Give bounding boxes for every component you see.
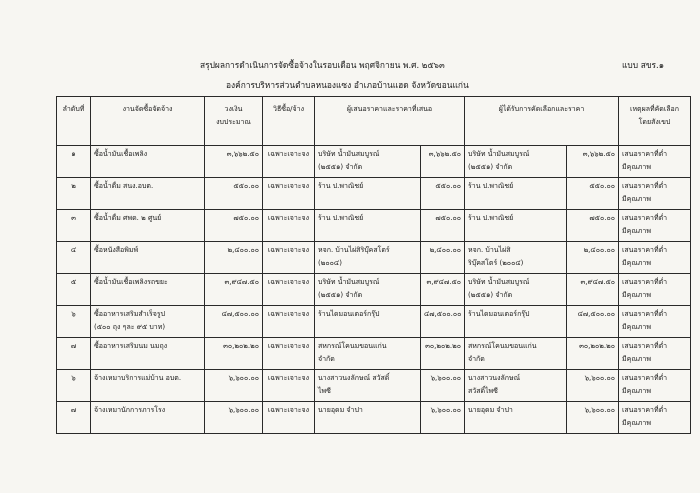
- row-winner-line: สหกรณ์โคนมขอนแก่น: [468, 342, 537, 350]
- row-winner: [465, 178, 567, 210]
- row-reason: [619, 402, 691, 434]
- row-bid-price: ๕๕๐.๐๐: [421, 178, 465, 210]
- table-row: [57, 242, 691, 274]
- row-bid-price: ๓,๙๔๗.๕๐: [421, 274, 465, 306]
- row-winner-line: ร้าน ป.พาณิชย์: [468, 214, 514, 222]
- row-reason: [619, 146, 691, 178]
- row-win-price: ๖,๖๐๐.๐๐: [567, 402, 619, 434]
- col-header-reason-line2: โดยสังเขป: [638, 118, 671, 126]
- row-number: ๑: [57, 146, 91, 178]
- row-reason-line: มีคุณภาพ: [622, 387, 651, 395]
- row-bidder-line: (๒๐๐๔): [318, 259, 342, 267]
- table-header-row: [57, 97, 691, 146]
- row-item: [91, 146, 205, 178]
- row-bidder: [315, 178, 421, 210]
- row-item-line: ซื้ออาหารเสริมสำเร็จรูป: [94, 310, 166, 318]
- row-budget: ๕๕๐.๐๐: [205, 178, 263, 210]
- row-bidder-line: บริษัท น้ำมันสมบูรณ์: [318, 150, 380, 158]
- row-reason-line: เสนอราคาที่ต่ำ: [622, 278, 668, 286]
- row-method: เฉพาะเจาะจง: [263, 178, 315, 210]
- col-header-no: ลำดับที่: [57, 97, 91, 146]
- row-winner-line: ร้านไดมอนเตอร์กรุ๊ป: [468, 310, 530, 318]
- row-winner-line: (๒๕๕๑) จำกัด: [468, 291, 513, 299]
- row-method: เฉพาะเจาะจง: [263, 402, 315, 434]
- row-bidder-line: ร้าน ป.พาณิชย์: [318, 214, 364, 222]
- row-reason-line: เสนอราคาที่ต่ำ: [622, 150, 668, 158]
- row-item-line: จ้างเหมานักการภารโรง: [94, 406, 166, 414]
- row-bid-price: ๓๐,๒๐๒.๒๐: [421, 338, 465, 370]
- row-number: ๒: [57, 178, 91, 210]
- row-reason-line: มีคุณภาพ: [622, 195, 651, 203]
- row-budget: ๒,๔๐๐.๐๐: [205, 242, 263, 274]
- row-win-price: ๔๗,๕๐๐.๐๐: [567, 306, 619, 338]
- table-row: [57, 274, 691, 306]
- row-number: ๗: [57, 338, 91, 370]
- row-bidder: [315, 146, 421, 178]
- row-winner: [465, 338, 567, 370]
- row-bidder-line: ร้านไดมอนเตอร์กรุ๊ป: [318, 310, 380, 318]
- row-winner: [465, 370, 567, 402]
- table-row: [57, 338, 691, 370]
- col-header-item: งานจัดซื้อจัดจ้าง: [91, 97, 205, 146]
- row-reason-line: มีคุณภาพ: [622, 419, 651, 427]
- row-method: เฉพาะเจาะจง: [263, 370, 315, 402]
- row-winner-line: นางสาวนงลักษณ์: [468, 374, 521, 382]
- document-title: สรุปผลการดำเนินการจัดซื้อจ้างในรอบเดือน พฤศจิกายน พ.ศ. ๒๕๖๓: [200, 60, 445, 70]
- table-row: [57, 210, 691, 242]
- row-item: [91, 178, 205, 210]
- row-number: ๕: [57, 274, 91, 306]
- row-bidder-line: ไพซี: [318, 387, 331, 395]
- table-row: [57, 178, 691, 210]
- row-item-line: ซื้อน้ำดื่ม ศพด. ๒ ศูนย์: [94, 214, 162, 222]
- row-method: เฉพาะเจาะจง: [263, 338, 315, 370]
- row-win-price: ๕๕๐.๐๐: [567, 178, 619, 210]
- row-win-price: ๓,๙๔๗.๕๐: [567, 274, 619, 306]
- row-item: [91, 274, 205, 306]
- col-header-budget-line2: งบประมาณ: [216, 118, 251, 126]
- row-budget: ๗๕๐.๐๐: [205, 210, 263, 242]
- row-number: ๗: [57, 402, 91, 434]
- row-bidder: [315, 210, 421, 242]
- row-item: [91, 402, 205, 434]
- row-reason-line: มีคุณภาพ: [622, 163, 651, 171]
- row-method: เฉพาะเจาะจง: [263, 210, 315, 242]
- row-winner-line: ริบุ๊คสโตร์ (๒๐๐๔): [468, 259, 524, 267]
- row-bidder-line: สหกรณ์โคนมขอนแก่น: [318, 342, 387, 350]
- row-reason-line: มีคุณภาพ: [622, 323, 651, 331]
- row-budget: ๖,๖๐๐.๐๐: [205, 402, 263, 434]
- row-method: เฉพาะเจาะจง: [263, 306, 315, 338]
- table-row: [57, 146, 691, 178]
- row-winner: [465, 274, 567, 306]
- row-reason: [619, 210, 691, 242]
- row-bid-price: ๓,๖๖๒.๕๐: [421, 146, 465, 178]
- row-number: ๖: [57, 370, 91, 402]
- row-reason: [619, 242, 691, 274]
- row-item-line: ซื้อหนังสือพิมพ์: [94, 246, 139, 254]
- col-header-budget-line1: วงเงิน: [224, 105, 243, 113]
- row-bidder-line: ร้าน ป.พาณิชย์: [318, 182, 364, 190]
- row-reason: [619, 370, 691, 402]
- row-reason-line: เสนอราคาที่ต่ำ: [622, 246, 668, 254]
- row-item: [91, 370, 205, 402]
- row-winner-line: จำกัด: [468, 355, 485, 363]
- row-item-line: ซื้ออาหารเสริมนม นมถุง: [94, 342, 168, 350]
- row-reason-line: เสนอราคาที่ต่ำ: [622, 310, 668, 318]
- row-winner-line: บริษัท น้ำมันสมบูรณ์: [468, 150, 530, 158]
- row-bidder-line: บริษัท น้ำมันสมบูรณ์: [318, 278, 380, 286]
- row-budget: ๓,๙๔๗.๕๐: [205, 274, 263, 306]
- row-reason-line: มีคุณภาพ: [622, 227, 651, 235]
- row-item: [91, 242, 205, 274]
- row-bidder-line: นายอุดม จำปา: [318, 406, 363, 414]
- row-reason: [619, 274, 691, 306]
- row-bidder: [315, 242, 421, 274]
- row-winner-line: หจก. บ้านไผ่สิ: [468, 246, 511, 254]
- row-reason: [619, 306, 691, 338]
- row-winner: [465, 306, 567, 338]
- table-body: [57, 146, 691, 434]
- col-header-bidders: ผู้เสนอราคาและราคาที่เสนอ: [315, 97, 465, 146]
- row-win-price: ๖,๖๐๐.๐๐: [567, 370, 619, 402]
- row-item-line: ซื้อน้ำมันเชื้อเพลิงรถขยะ: [94, 278, 168, 286]
- row-bidder-line: จำกัด: [318, 355, 335, 363]
- row-item: [91, 338, 205, 370]
- row-reason-line: เสนอราคาที่ต่ำ: [622, 342, 668, 350]
- row-winner-line: ร้าน ป.พาณิชย์: [468, 182, 514, 190]
- row-reason: [619, 338, 691, 370]
- row-winner: [465, 402, 567, 434]
- row-item: [91, 210, 205, 242]
- row-bid-price: ๖,๖๐๐.๐๐: [421, 370, 465, 402]
- row-budget: ๖,๖๐๐.๐๐: [205, 370, 263, 402]
- row-bidder: [315, 274, 421, 306]
- row-winner: [465, 242, 567, 274]
- row-winner: [465, 210, 567, 242]
- row-item-line: จ้างเหมาบริการแม่บ้าน อบต.: [94, 374, 182, 382]
- row-budget: ๓,๖๖๒.๕๐: [205, 146, 263, 178]
- row-number: ๔: [57, 242, 91, 274]
- row-item: [91, 306, 205, 338]
- row-winner: [465, 146, 567, 178]
- row-item-line: ซื้อน้ำมันเชื้อเพลิง: [94, 150, 148, 158]
- col-header-method: วิธีซื้อ/จ้าง: [263, 97, 315, 146]
- row-budget: ๓๐,๒๐๒.๒๐: [205, 338, 263, 370]
- row-bid-price: ๖,๖๐๐.๐๐: [421, 402, 465, 434]
- document-subtitle: องค์การบริหารส่วนตำบลหนองแซง อำเภอบ้านแฮด จังหวัดขอนแก่น: [226, 80, 469, 90]
- row-win-price: ๗๕๐.๐๐: [567, 210, 619, 242]
- row-win-price: ๒,๔๐๐.๐๐: [567, 242, 619, 274]
- row-winner-line: นายอุดม จำปา: [468, 406, 513, 414]
- table-row: [57, 402, 691, 434]
- row-bidder-line: หจก. บ้านไผ่สิริบุ๊คสโตร์: [318, 246, 390, 254]
- row-reason-line: เสนอราคาที่ต่ำ: [622, 182, 668, 190]
- col-header-budget: [205, 97, 263, 146]
- procurement-table: [56, 96, 691, 434]
- row-bidder: [315, 370, 421, 402]
- row-win-price: ๓,๖๖๒.๕๐: [567, 146, 619, 178]
- row-bidder: [315, 338, 421, 370]
- row-method: เฉพาะเจาะจง: [263, 242, 315, 274]
- row-bidder: [315, 402, 421, 434]
- form-code: แบบ สขร.๑: [622, 60, 665, 70]
- row-method: เฉพาะเจาะจง: [263, 146, 315, 178]
- row-reason-line: เสนอราคาที่ต่ำ: [622, 406, 668, 414]
- row-bidder-line: (๒๕๕๑) จำกัด: [318, 163, 363, 171]
- row-winner-line: สวัสดิ์ไพซี: [468, 387, 498, 395]
- col-header-reason-line1: เหตุผลที่คัดเลือก: [630, 105, 679, 113]
- row-budget: ๔๗,๕๐๐.๐๐: [205, 306, 263, 338]
- col-header-winner: ผู้ได้รับการคัดเลือกและราคา: [465, 97, 619, 146]
- table-row: [57, 370, 691, 402]
- row-reason-line: มีคุณภาพ: [622, 355, 651, 363]
- row-bidder: [315, 306, 421, 338]
- row-winner-line: บริษัท น้ำมันสมบูรณ์: [468, 278, 530, 286]
- row-number: ๖: [57, 306, 91, 338]
- row-number: ๓: [57, 210, 91, 242]
- row-winner-line: (๒๕๕๑) จำกัด: [468, 163, 513, 171]
- row-reason-line: เสนอราคาที่ต่ำ: [622, 214, 668, 222]
- row-reason: [619, 178, 691, 210]
- row-win-price: ๓๐,๒๐๒.๒๐: [567, 338, 619, 370]
- row-method: เฉพาะเจาะจง: [263, 274, 315, 306]
- row-bidder-line: (๒๕๕๑) จำกัด: [318, 291, 363, 299]
- row-item-line: (๕๐๐ ถุง ๆละ ๙๕ บาท): [94, 323, 166, 331]
- row-bid-price: ๔๗,๕๐๐.๐๐: [421, 306, 465, 338]
- row-item-line: ซื้อน้ำดื่ม สนง.อบต.: [94, 182, 154, 190]
- row-bid-price: ๗๕๐.๐๐: [421, 210, 465, 242]
- row-reason-line: เสนอราคาที่ต่ำ: [622, 374, 668, 382]
- row-bid-price: ๒,๔๐๐.๐๐: [421, 242, 465, 274]
- row-bidder-line: นางสาวนงลักษณ์ สวัสดิ์: [318, 374, 390, 382]
- row-reason-line: มีคุณภาพ: [622, 291, 651, 299]
- col-header-reason: [619, 97, 691, 146]
- row-reason-line: มีคุณภาพ: [622, 259, 651, 267]
- table-row: [57, 306, 691, 338]
